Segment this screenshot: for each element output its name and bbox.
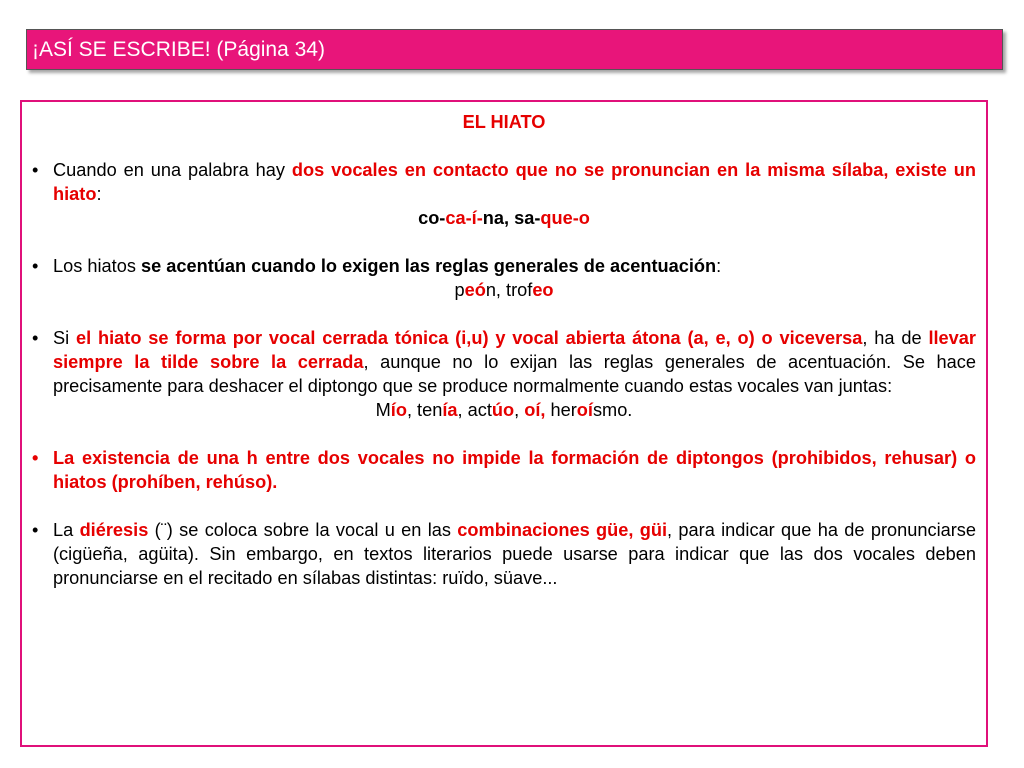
example-part: , (514, 400, 525, 420)
bullet-marker: • (32, 448, 39, 468)
example-line-2 (32, 278, 976, 302)
bullet-marker: • (32, 520, 39, 540)
example-part: , act (457, 400, 492, 420)
example-highlight: oí (576, 400, 593, 420)
bullet-hiato-definition (32, 158, 976, 206)
text: : (716, 256, 722, 276)
section-heading: EL HIATO (462, 112, 546, 132)
title-bar (26, 29, 1003, 70)
example-part: , ten (406, 400, 443, 420)
example-highlight: ío (390, 400, 407, 420)
example-part: co- (418, 208, 446, 228)
page-title: ¡ASÍ SE ESCRIBE! (Página 34) (32, 38, 325, 61)
example-part: M (375, 400, 391, 420)
bullet-marker: • (32, 328, 39, 348)
text: La existencia de una h entre dos vocales no impide la formación de diptongos (prohibidos, rehusar) o hiatos (prohíben, rehúso). (53, 448, 976, 492)
text: Los hiatos (53, 256, 141, 276)
highlight: se acentúan cuando lo exigen las reglas generales de acentuación (140, 256, 717, 276)
example-highlight: ía (442, 400, 458, 420)
text: , ha de (862, 328, 929, 348)
example-part: n, trof (485, 280, 533, 300)
bullet-dieresis (32, 518, 976, 590)
text: , para indicar que ha de pronunciarse (cigüeña, agüita). Sin embargo, en textos literarios puede usarse para indicar que las dos vocales deben pronunciarse en el recitado en sílabas distintas: ruïdo, süave... (53, 520, 976, 588)
example-highlight: eó (464, 280, 486, 300)
highlight: dos vocales en contacto que no se pronuncian en la misma sílaba, existe un hiato (53, 160, 977, 204)
example-highlight: oí, (524, 400, 546, 420)
bullet-marker: • (32, 160, 39, 180)
bullet-hiato-closed-vowel (32, 326, 976, 398)
text: (¨) se coloca sobre la vocal u en las (148, 520, 458, 540)
example-highlight: úo (491, 400, 515, 420)
highlight: el hiato se forma por vocal cerrada tónica (i,u) y vocal abierta átona (a, e, o) o viceversa (76, 328, 863, 348)
content-body (32, 110, 976, 590)
text: Si (53, 328, 77, 348)
highlight: combinaciones güe, güi (457, 520, 668, 540)
bullet-hiato-accent-rule (32, 254, 976, 278)
text: Cuando en una palabra hay (53, 160, 292, 180)
example-highlight: ca-í- (445, 208, 483, 228)
example-line-1 (32, 206, 976, 230)
bullet-marker: • (32, 256, 39, 276)
text: , aunque no lo exijan las reglas generales de acentuación. Se hace precisamente para deshacer el diptongo que se produce normalmente cuando estas vocales van juntas: (53, 352, 976, 396)
highlight: diéresis (79, 520, 149, 540)
example-part: na, sa- (482, 208, 541, 228)
example-part: her (545, 400, 577, 420)
content-box (20, 100, 988, 747)
highlight: llevar siempre la tilde sobre la cerrada (53, 328, 976, 372)
text: : (96, 184, 102, 204)
example-highlight: que-o (540, 208, 590, 228)
example-highlight: eo (532, 280, 554, 300)
example-part: p (454, 280, 465, 300)
example-line-3 (32, 398, 976, 422)
text: La (53, 520, 80, 540)
example-part: smo. (592, 400, 633, 420)
bullet-h-between-vowels (32, 446, 976, 494)
